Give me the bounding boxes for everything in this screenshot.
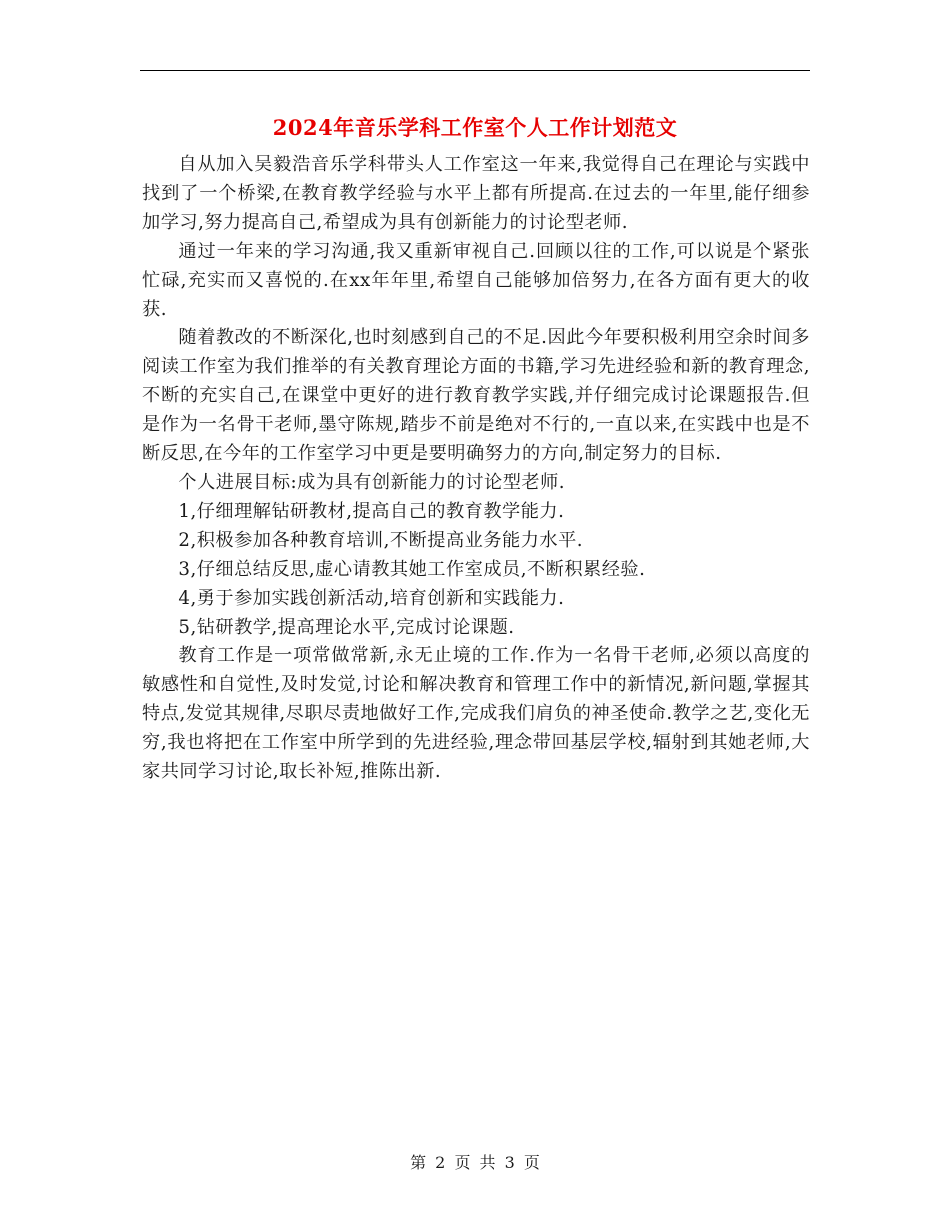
list-item-goal-5: 5,钻研教学,提高理论水平,完成讨论课题. [178,616,515,638]
paragraph-intro: 自从加入吴毅浩音乐学科带头人工作室这一年来,我觉得自己在理论与实践中找到了一个桥梁,在教育教学经验与水平上都有所提高.在过去的一年里,能仔细参加学习,努力提高自己,希望成为具有创新能力的讨论型老师. [142,154,810,233]
paragraph-goal: 个人进展目标:成为具有创新能力的讨论型老师. [178,471,566,493]
page-number-footer: 第 2 页 共 3 页 [410,1153,540,1172]
list-item-goal-3: 3,仔细总结反思,虚心请教其她工作室成员,不断积累经验. [178,558,646,580]
header-rule [140,70,810,71]
paragraph-reform: 随着教改的不断深化,也时刻感到自己的不足.因此今年要积极利用空余时间多阅读工作室为我们推举的有关教育理论方面的书籍,学习先进经验和新的教育理念,不断的充实自己,在课堂中更好的进行教育教学实践,并仔细完成讨论课题报告.但是作为一名骨干老师,墨守陈规,踏步不前是绝对不行的,一直以来,在实践中也是不断反思,在今年的工作室学习中更是要明确努力的方向,制定努力的目标. [142,327,810,465]
list-item-goal-4: 4,勇于参加实践创新活动,培育创新和实践能力. [178,587,565,609]
list-item-goal-1: 1,仔细理解钻研教材,提高自己的教育教学能力. [178,500,565,522]
list-item-goal-2: 2,积极参加各种教育培训,不断提高业务能力水平. [178,529,584,551]
document-body [142,151,810,787]
paragraph-conclusion: 教育工作是一项常做常新,永无止境的工作.作为一名骨干老师,必须以高度的敏感性和自觉性,及时发觉,讨论和解决教育和管理工作中的新情况,新问题,掌握其特点,发觉其规律,尽职尽责地做好工作,完成我们肩负的神圣使命.教学之艺,变化无穷,我也将把在工作室中所学到的先进经验,理念带回基层学校,辐射到其她老师,大家共同学习讨论,取长补短,推陈出新. [142,645,810,783]
paragraph-review: 通过一年来的学习沟通,我又重新审视自己.回顾以往的工作,可以说是个紧张忙碌,充实而又喜悦的.在xx年年里,希望自己能够加倍努力,在各方面有更大的收获. [142,240,810,320]
document-title: 2024年音乐学科工作室个人工作计划范文 [272,115,678,140]
